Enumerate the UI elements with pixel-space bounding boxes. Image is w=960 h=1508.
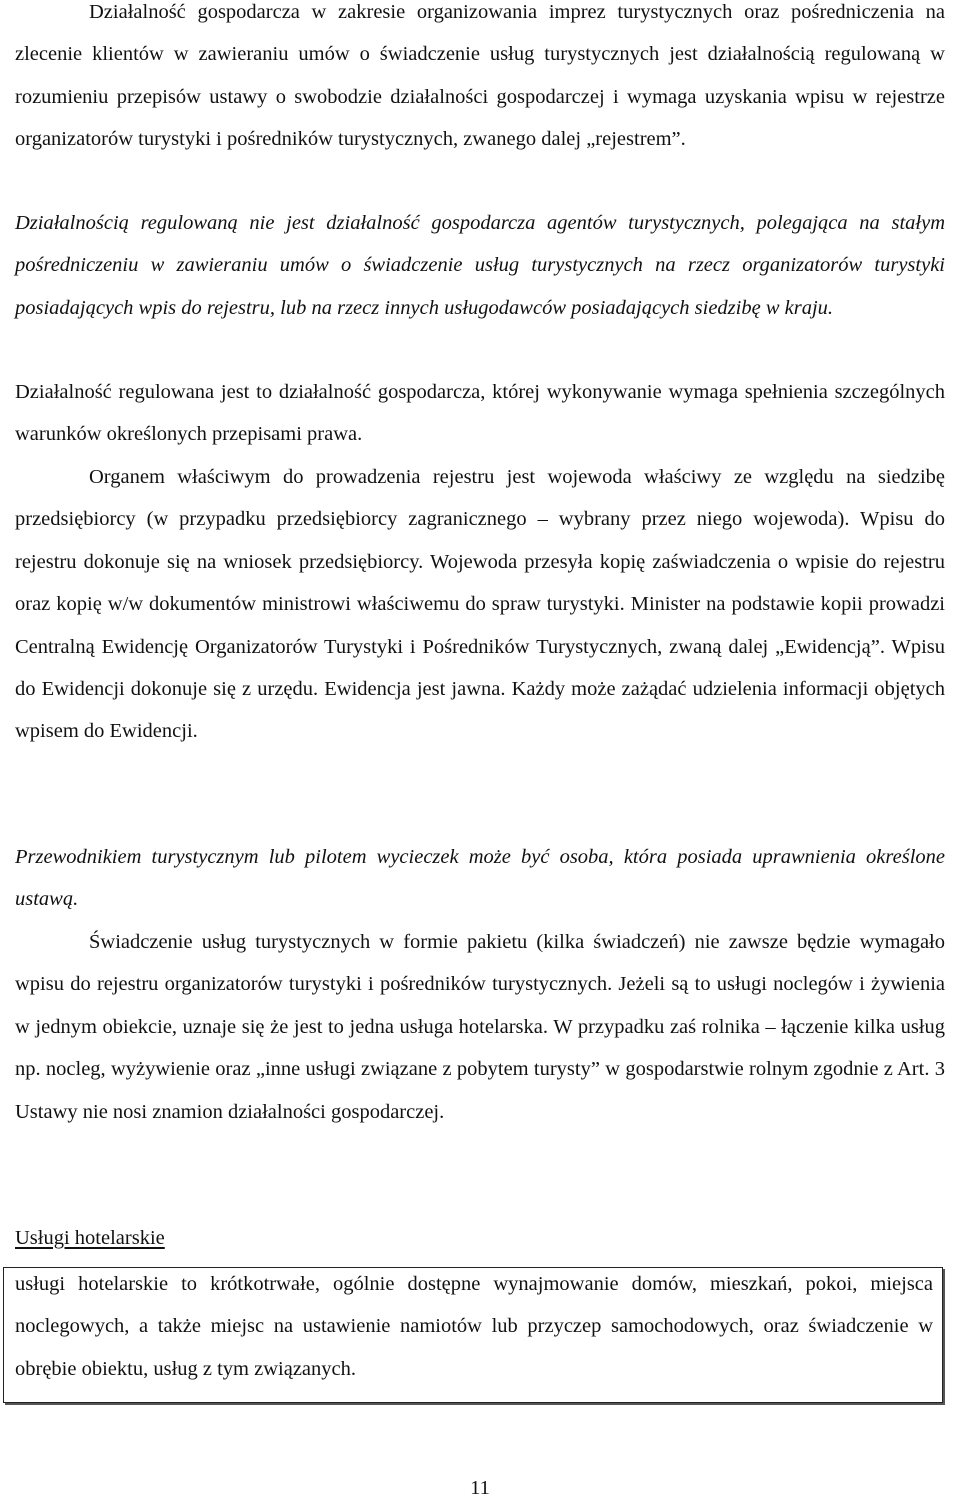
paragraph-regulated-activity: Działalność gospodarcza w zakresie organizowania imprez turystycznych oraz pośredniczenia na zlecenie klientów w zawieraniu umów o świadczenie usług turystycznych jest działalnością regulowaną w rozumieniu przepisów ustawy o swobodzie działalności gospodarczej i wymaga uzyskania wpisu w rejestrze organizatorów turystyki i pośredników turystycznych, zwanego dalej „rejestrem”. — [15, 1, 945, 151]
definition-box — [3, 1267, 943, 1403]
section-heading-hotel-services: Usługi hotelarskie — [15, 1227, 165, 1249]
page-number: 11 — [470, 1477, 490, 1499]
paragraph-register-authority: Organem właściwym do prowadzenia rejestru jest wojewoda właściwy ze względu na siedzibę przedsiębiorcy (w przypadku przedsiębiorcy zagranicznego – wybrany przez niego wojewoda). Wpisu do rejestru dokonuje się na wniosek przedsiębiorcy. Wojewoda przesyła kopię zaświadczenia o wpisie do rejestru oraz kopię w/w dokumentów ministrowi właściwemu do spraw turystyki. Minister na podstawie kopii prowadzi Centralną Ewidencję Organizatorów Turystyki i Pośredników Turystycznych, zwaną dalej „Ewidencją”. Wpisu do Ewidencji dokonuje się z urzędu. Ewidencja jest jawna. Każdy może zażądać udzielenia informacji objętych wpisem do Ewidencji. — [15, 466, 945, 743]
paragraph-tourist-agents: Działalnością regulowaną nie jest działalność gospodarcza agentów turystycznych, polegająca na stałym pośredniczeniu w zawieraniu umów o świadczenie usług turystycznych na rzecz organizatorów turystyki posiadających wpis do rejestru, lub na rzecz innych usługodawców posiadających siedzibę w kraju. — [15, 212, 945, 319]
paragraph-service-package: Świadczenie usług turystycznych w formie pakietu (kilka świadczeń) nie zawsze będzie wymagało wpisu do rejestru organizatorów turystyki i pośredników turystycznych. Jeżeli są to usługi noclegów i żywienia w jednym obiekcie, uznaje się że jest to jedna usługa hotelarska. W przypadku zaś rolnika – łączenie kilka usług np. nocleg, wyżywienie oraz „inne usługi związane z pobytem turysty” w gospodarstwie rolnym zgodnie z Art. 3 Ustawy nie nosi znamion działalności gospodarczej. — [15, 931, 945, 1123]
paragraph-regulated-definition: Działalność regulowana jest to działalność gospodarcza, której wykonywanie wymaga spełnienia szczególnych warunków określonych przepisami prawa. — [15, 381, 945, 446]
definition-text: usługi hotelarskie to krótkotrwałe, ogólnie dostępne wynajmowanie domów, mieszkań, pokoi, miejsca noclegowych, a także miejsc na ustawienie namiotów lub przyczep samochodowych, oraz świadczenie w obrębie obiektu, usług z tym związanych. — [15, 1273, 933, 1380]
paragraph-tour-guide: Przewodnikiem turystycznym lub pilotem wycieczek może być osoba, która posiada uprawnienia określone ustawą. — [15, 846, 945, 911]
